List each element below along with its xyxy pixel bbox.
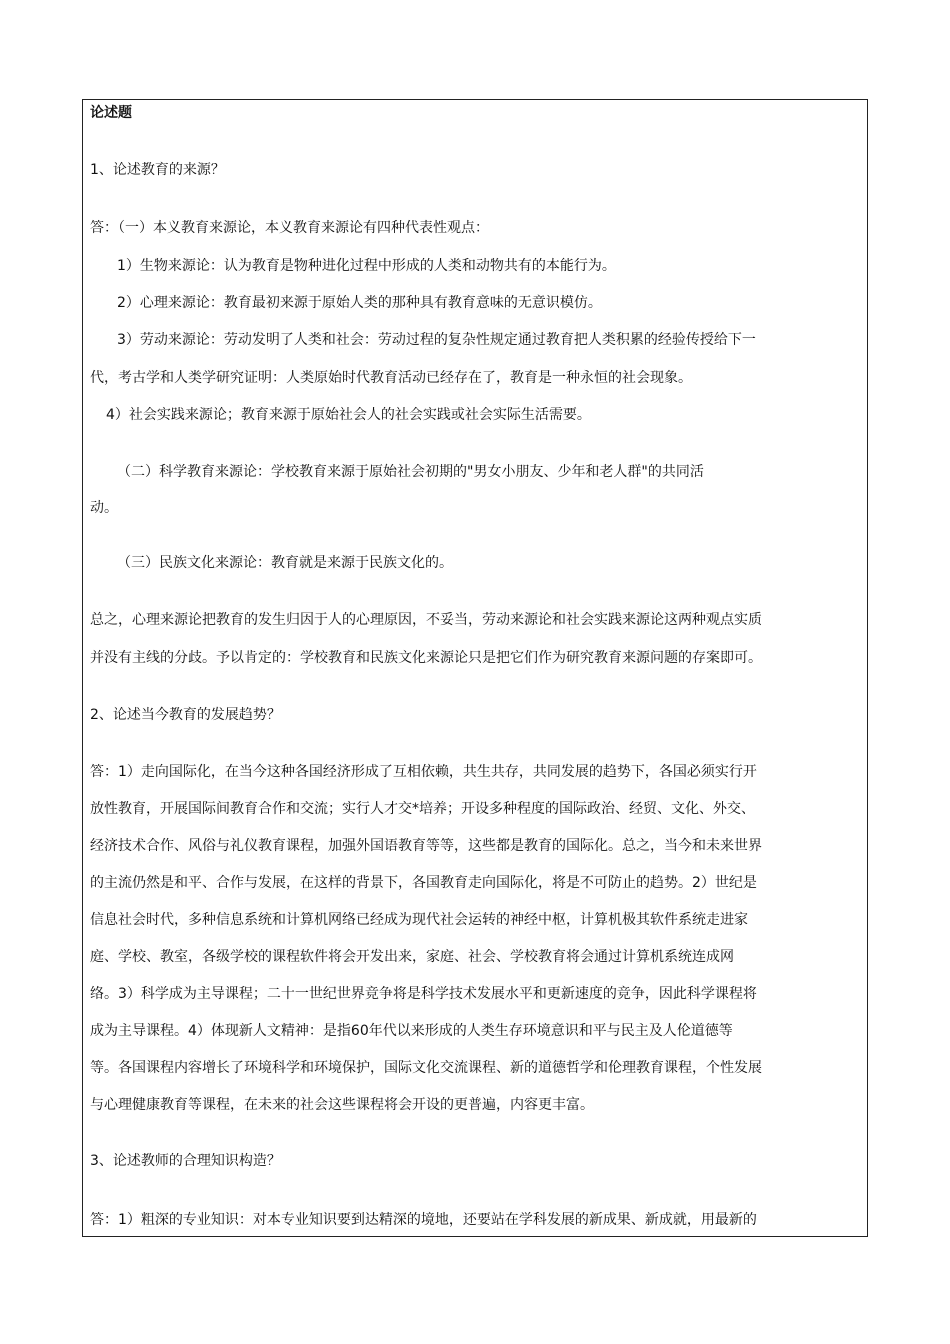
q1-summary-line-2: 并没有主线的分歧。予以肯定的：学校教育和民族文化来源论只是把它们作为研究教育来源问题的存案即可。 [90, 650, 762, 666]
q1-section-2-line-1: （二）科学教育来源论：学校教育来源于原始社会初期的"男女小朋友、少年和老人群"的共同活 [117, 464, 704, 480]
q2-answer-line: 成为主导课程。4）体现新人文精神：是指60年代以来形成的人类生存环境意识和平与民主及人伦道德等 [90, 1023, 733, 1039]
q1-point-3-line-1: 3）劳动来源论：劳动发明了人类和社会：劳动过程的复杂性规定通过教育把人类积累的经验传授给下一 [117, 332, 756, 348]
q2-answer-line: 与心理健康教育等课程，在未来的社会这些课程将会开设的更普遍，内容更丰富。 [90, 1097, 594, 1113]
q1-point-4: 4）社会实践来源论；教育来源于原始社会人的社会实践或社会实际生活需要。 [106, 407, 591, 423]
q2-answer-line: 庭、学校、教室，各级学校的课程软件将会开发出来，家庭、社会、学校教育将会通过计算机系统连成网 [90, 949, 734, 965]
q1-answer-intro: 答：（一）本义教育来源论，本义教育来源论有四种代表性观点： [90, 220, 489, 236]
q2-answer-line: 的主流仍然是和平、合作与发展，在这样的背景下，各国教育走向国际化，将是不可防止的趋势。2）世纪是 [90, 875, 757, 891]
question-1: 1、论述教育的来源？ [90, 162, 225, 178]
q1-section-2-line-2: 动。 [90, 500, 118, 516]
q2-answer-line: 经济技术合作、风俗与礼仪教育课程，加强外国语教育等等，这些都是教育的国际化。总之，当今和未来世界 [90, 838, 762, 854]
q1-summary-line-1: 总之，心理来源论把教育的发生归因于人的心理原因，不妥当，劳动来源论和社会实践来源论这两种观点实质 [90, 612, 762, 628]
q2-answer-line: 答：1）走向国际化，在当今这种各国经济形成了互相依赖，共生共存，共同发展的趋势下，各国必须实行开 [90, 764, 757, 780]
q1-point-3-line-2: 代，考古学和人类学研究证明：人类原始时代教育活动已经存在了，教育是一种永恒的社会现象。 [90, 370, 692, 386]
q1-section-3: （三）民族文化来源论：教育就是来源于民族文化的。 [117, 555, 453, 571]
q2-answer-line: 等。各国课程内容增长了环境科学和环境保护，国际文化交流课程、新的道德哲学和伦理教育课程，个性发展 [90, 1060, 762, 1076]
q2-answer-line: 信息社会时代，多种信息系统和计算机网络已经成为现代社会运转的神经中枢，计算机极其软件系统走进家 [90, 912, 748, 928]
q3-answer-line: 答：1）粗深的专业知识：对本专业知识要到达精深的境地，还要站在学科发展的新成果、新成就，用最新的 [90, 1212, 757, 1228]
q2-answer-line: 络。3）科学成为主导课程；二十一世纪世界竞争将是科学技术发展水平和更新速度的竞争，因此科学课程将 [90, 986, 757, 1002]
q1-point-2: 2）心理来源论：教育最初来源于原始人类的那种具有教育意味的无意识模仿。 [117, 295, 602, 311]
section-title: 论述题 [90, 105, 132, 121]
q2-answer-line: 放性教育，开展国际间教育合作和交流；实行人才交*培养；开设多种程度的国际政治、经贸、文化、外交、 [90, 801, 755, 817]
question-2: 2、论述当今教育的发展趋势？ [90, 707, 281, 723]
q1-point-1: 1）生物来源论：认为教育是物种进化过程中形成的人类和动物共有的本能行为。 [117, 258, 616, 274]
question-3: 3、论述教师的合理知识构造？ [90, 1153, 281, 1169]
